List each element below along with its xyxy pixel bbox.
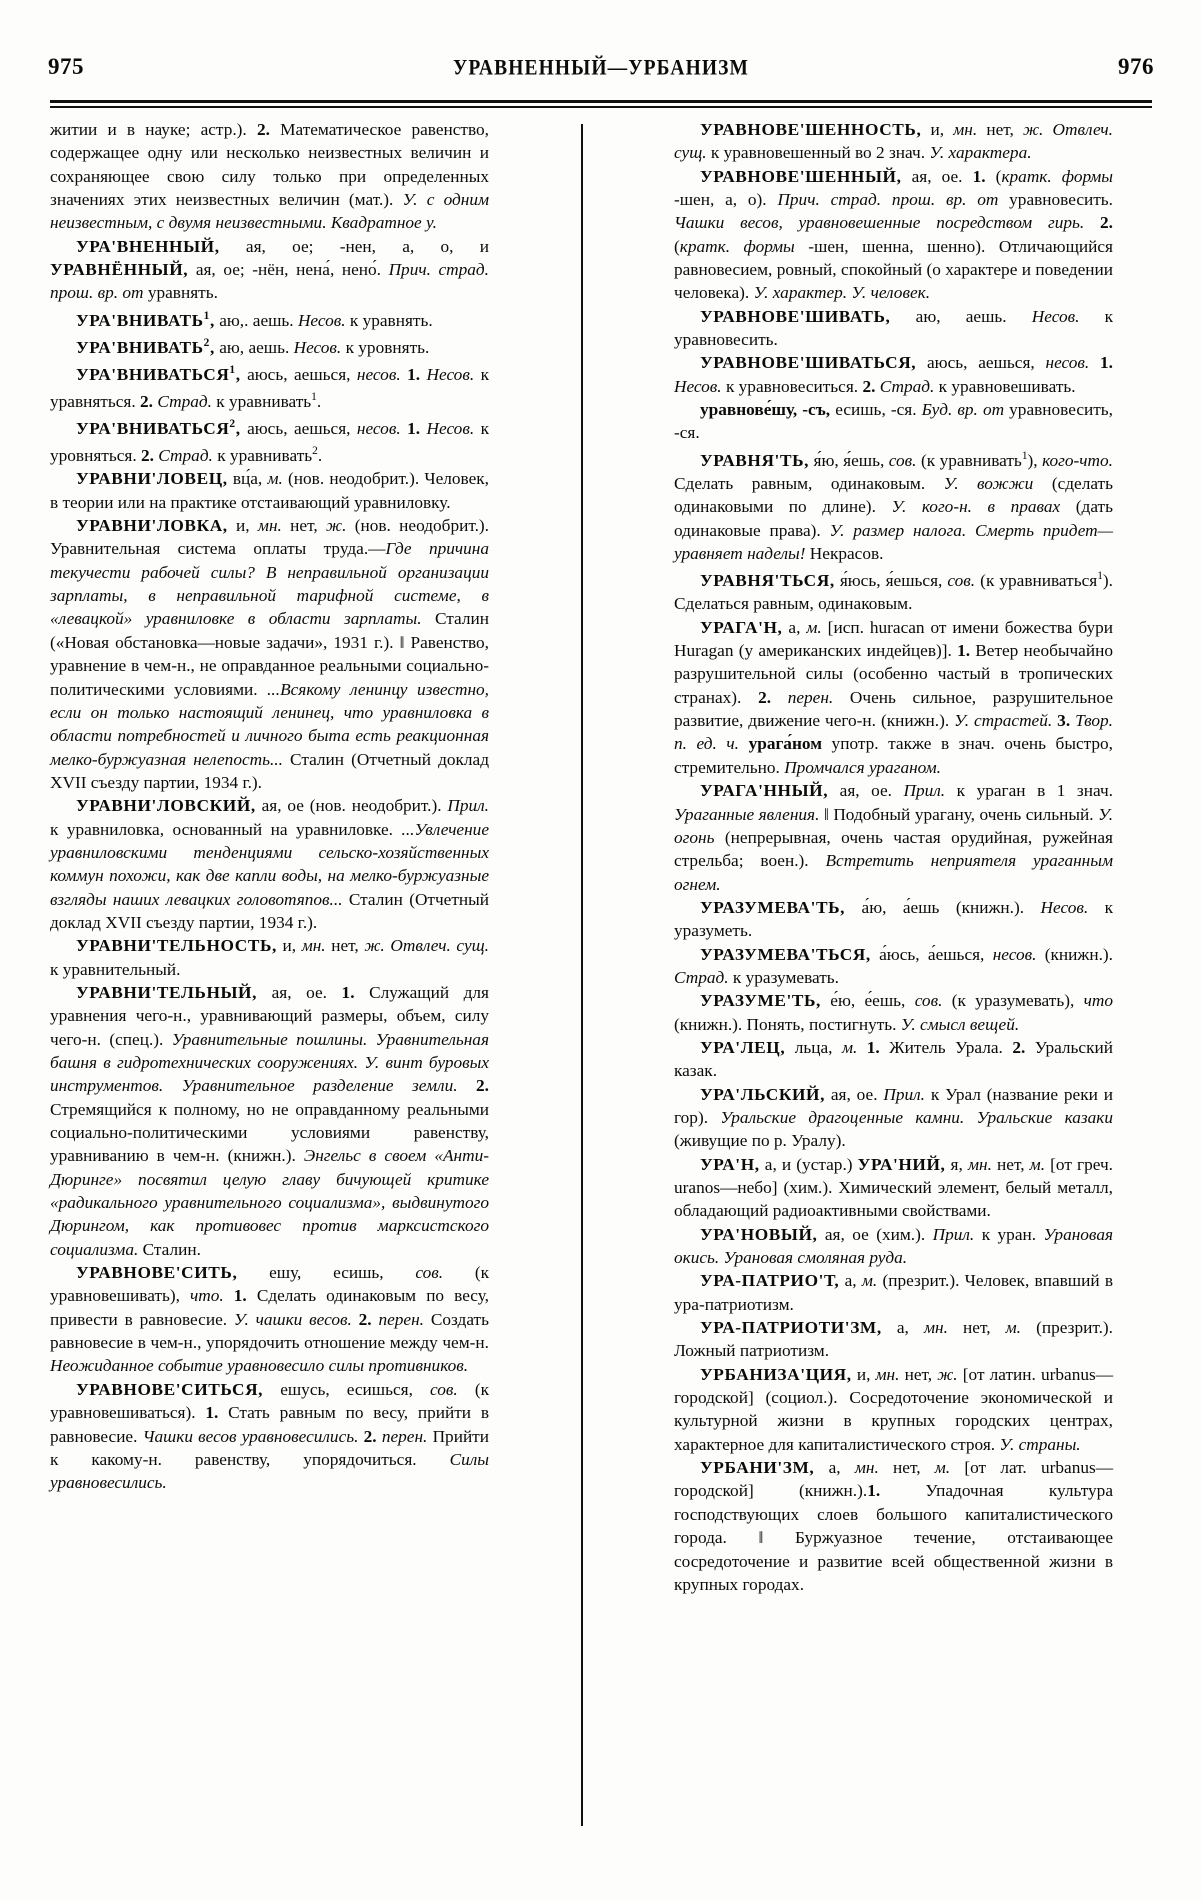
dictionary-entry: УРА'ЛЬСКИЙ, ая, ое. Прил. к Урал (название реки и гор). Уральские драгоценные камни. Уральские казаки (живущие по р. Уралу). bbox=[674, 1084, 1113, 1151]
two-column-body bbox=[50, 118, 1152, 1848]
dictionary-entry: УРА'ВНИВАТЬ$^1$, аю,. аешь. Несов. к уравнять. bbox=[76, 309, 433, 330]
dictionary-entry: УРБАНИ'ЗМ, а, мн. нет, м. [от лат. urbanus—городской] (книжн.).1. Упадочная культура господствующих слоев большого капиталистического города. ǁ Буржуазное течение, отстаивающее сосредоточение и развитие всей общественной жизни в крупных городах. bbox=[674, 1458, 1113, 1594]
dictionary-entry: УРАВНИ'ТЕЛЬНЫЙ, ая, ое. 1. Служащий для уравнения чего-н., уравнивающий размеры, объем, силу чего-н. (спец.). Уравнительные пошлины. Уравнительная башня в гидротехнических сооружениях. У. винт буровых инструментов. Уравнительное разделение земли. 2. Стремящийся к полному, но не оправданному реальными социально-политическими условиями равенству, уравниванию в чем-н. (книжн.). Энгельс в своем «Анти-Дюринге» посвятил целую главу бичующей критике «радикального уравнительного социализма», выдвинутого Дюрингом, как противовес против марксистского социализма. Сталин. bbox=[50, 982, 490, 1259]
rule-thin bbox=[50, 106, 1152, 108]
column-divider-rule bbox=[581, 124, 583, 1826]
dictionary-entry: УРАЗУМЕ'ТЬ, е́ю, е́ешь, сов. (к уразумевать), что (книжн.). Понять, постигнуть. У. смысл вещей. bbox=[674, 991, 1113, 1034]
dictionary-entry: УРАВНЯ'ТЬ, я́ю, я́ешь, сов. (к уравнивать$^1$), кого-что. Сделать равным, одинаковым. У. вожжи (сделать одинаковыми по длине). У. кого-н. в правах (дать одинаковые права). У. размер налога. Смерть придет—уравняет наделы! Некрасов. bbox=[674, 449, 1113, 563]
running-title: УРАВНЕННЫЙ—УРБАНИЗМ bbox=[452, 56, 749, 81]
right-column bbox=[674, 118, 1113, 1848]
dictionary-entry: УРАГА'Н, а, м. [исп. huracan от имени божества бури Huragan (у американских индейцев)]. 1. Ветер необычайно разрушительной силы (особенно частый в тропических странах). 2. перен. Очень сильное, разрушительное развитие, движение чего-н. (книжн.). У. страстей. 3. Твор. п. ед. ч. урага́ном употр. также в знач. очень быстро, стремительно. Промчался ураганом. bbox=[674, 617, 1113, 777]
entry-continuation: житии и в науке; астр.). 2. Математическое равенство, содержащее одну или несколько неизвестных величин и сохраняющее свою силу только при определенных значениях этих неизвестных величин (мат.). У. с одним неизвестным, с двумя неизвестными. Квадратное у. bbox=[50, 120, 489, 233]
dictionary-entry: УРА'ВНИВАТЬ$^2$, аю, аешь. Несов. к уровнять. bbox=[76, 336, 430, 357]
running-head bbox=[48, 54, 1154, 88]
dictionary-entry: УРАВНОВЕ'СИТЬСЯ, ешусь, есишься, сов. (к уравновешиваться). 1. Стать равным по весу, прийти в равновесие. Чашки весов уравновесились. 2. перен. Прийти к какому-н. равенству, упорядочиться. Силы уравновесились. bbox=[50, 1379, 489, 1493]
header-double-rule bbox=[50, 100, 1152, 108]
dictionary-entry: УРАВНЯ'ТЬСЯ, я́юсь, я́ешься, сов. (к уравниваться$^1$). Сделаться равным, одинаковым. bbox=[674, 570, 1113, 614]
dictionary-entry: УРАГА'ННЫЙ, ая, ое. Прил. к ураган в 1 знач. Ураганные явления. ǁ Подобный урагану, очень сильный. У. огонь (непрерывная, очень частая орудийная, ружейная стрельба; воен.). Встретить неприятеля ураганным огнем. bbox=[674, 781, 1114, 894]
dictionary-entry: УРАВНИ'ЛОВКА, и, мн. нет, ж. (нов. неодобрит.). Уравнительная система оплаты труда.—Где причина текучести рабочей силы? В неправильной организации зарплаты, в неправильной тарифной системе, в «левацкой» уравниловке в области зарплаты. Сталин («Новая обстановка—новые задачи», 1931 г.). ǁ Равенство, уравнение в чем-н., не оправданное реальными социально-политическими условиями. ...Всякому ленинцу известно, если он только настоящий ленинец, что уравниловка в области потребностей и личного быта есть реакционная мелко-буржуазная нелепость... Сталин (Отчетный доклад XVII съезду партии, 1934 г.). bbox=[50, 516, 490, 792]
left-column bbox=[50, 118, 489, 1848]
dictionary-entry: УРА'ВНЕННЫЙ, ая, ое; -нен, а, о, и УРАВНЁННЫЙ, ая, ое; -нён, нена́, нено́. Прич. страд. прош. вр. от уравнять. bbox=[50, 236, 489, 303]
dictionary-entry: УРАВНОВЕ'ШИВАТЬ, аю, аешь. Несов. к уравновесить. bbox=[674, 306, 1113, 350]
dictionary-entry: УРАВНИ'ЛОВЕЦ, вц́а, м. (нов. неодобрит.). Человек, в теории или на практике отстаивающий уравниловку. bbox=[50, 469, 489, 512]
dictionary-entry: УРАЗУМЕВА'ТЬ, а́ю, а́ешь (книжн.). Несов. к уразуметь. bbox=[674, 897, 1113, 941]
dictionary-entry: УРАВНОВЕ'ШЕННОСТЬ, и, мн. нет, ж. Отвлеч. сущ. к уравновешенный во 2 знач. У. характера. bbox=[674, 120, 1113, 163]
dictionary-entry: УРА-ПАТРИОТИ'ЗМ, а, мн. нет, м. (презрит.). Ложный патриотизм. bbox=[674, 1318, 1113, 1361]
dictionary-entry: УРАВНИ'ТЕЛЬНОСТЬ, и, мн. нет, ж. Отвлеч. сущ. к уравнительный. bbox=[50, 936, 490, 979]
dictionary-entry: уравнове́шу, -съ, есишь, -ся. Буд. вр. от уравновесить, -ся. bbox=[674, 400, 1114, 443]
dictionary-entry: УРА-ПАТРИО'Т, а, м. (презрит.). Человек, впавший в ура-патриотизм. bbox=[674, 1271, 1114, 1314]
dictionary-entry: УРАВНОВЕ'СИТЬ, ешу, есишь, сов. (к уравновешивать), что. 1. Сделать одинаковым по весу, привести в равновесие. У. чашки весов. 2. перен. Создать равновесие в чем-н., упорядочить отношение между чем-н. Неожиданное событие уравновесило силы противников. bbox=[50, 1263, 489, 1376]
dictionary-entry: УРА'ВНИВАТЬСЯ$^1$, аюсь, аешься, несов. 1. Несов. к уравняться. 2. Страд. к уравнивать$^1$. bbox=[50, 363, 489, 411]
dictionary-entry: УРА'ЛЕЦ, льца, м. 1. Житель Урала. 2. Уральский казак. bbox=[674, 1037, 1113, 1081]
dictionary-entry: УРАВНОВЕ'ШИВАТЬСЯ, аюсь, аешься, несов. 1. Несов. к уравновеситься. 2. Страд. к уравновешивать. bbox=[674, 353, 1113, 396]
dictionary-entry: УРАВНОВЕ'ШЕННЫЙ, ая, ое. 1. (кратк. формы -шен, а, о). Прич. страд. прош. вр. от уравновесить. Чашки весов, уравновешенные посредством гирь. 2. (кратк. формы -шен, шенна, шенно). Отличающийся равновесием, ровный, спокойный (о характере и поведении человека). У. характер. У. человек. bbox=[674, 166, 1114, 303]
page-number-left: 975 bbox=[48, 54, 84, 79]
dictionary-entry: УРА'НОВЫЙ, ая, ое (хим.). Прил. к уран. Урановая окись. Урановая смоляная руда. bbox=[674, 1224, 1113, 1268]
dictionary-entry: УРАЗУМЕВА'ТЬСЯ, а́юсь, а́ешься, несов. (книжн.). Страд. к уразумевать. bbox=[674, 944, 1113, 987]
dictionary-entry: УРБАНИЗА'ЦИЯ, и, мн. нет, ж. [от латин. urbanus—городской] (социол.). Сосредоточение экономической и культурной жизни в крупных городских центрах, характерное для капиталистического строя. У. страны. bbox=[674, 1364, 1113, 1454]
dictionary-entry: УРА'Н, а, и (устар.) УРА'НИЙ, я, мн. нет, м. [от греч. uranos—небо] (хим.). Химический элемент, белый металл, обладающий радиоактивными свойствами. bbox=[674, 1154, 1113, 1221]
page-number-right: 976 bbox=[1117, 54, 1154, 79]
dictionary-entry: УРА'ВНИВАТЬСЯ$^2$, аюсь, аешься, несов. 1. Несов. к уровняться. 2. Страд. к уравнивать$^2$. bbox=[50, 418, 489, 466]
dictionary-entry: УРАВНИ'ЛОВСКИЙ, ая, ое (нов. неодобрит.). Прил. к уравниловка, основанный на уравниловке. ...Увлечение уравниловскими тенденциями сельско-хозяйственных коммун похожи, как две капли воды, на мелко-буржуазные взгляды наших левацких головотяпов... Сталин (Отчетный доклад XVII съезду партии, 1934 г.). bbox=[50, 796, 490, 932]
